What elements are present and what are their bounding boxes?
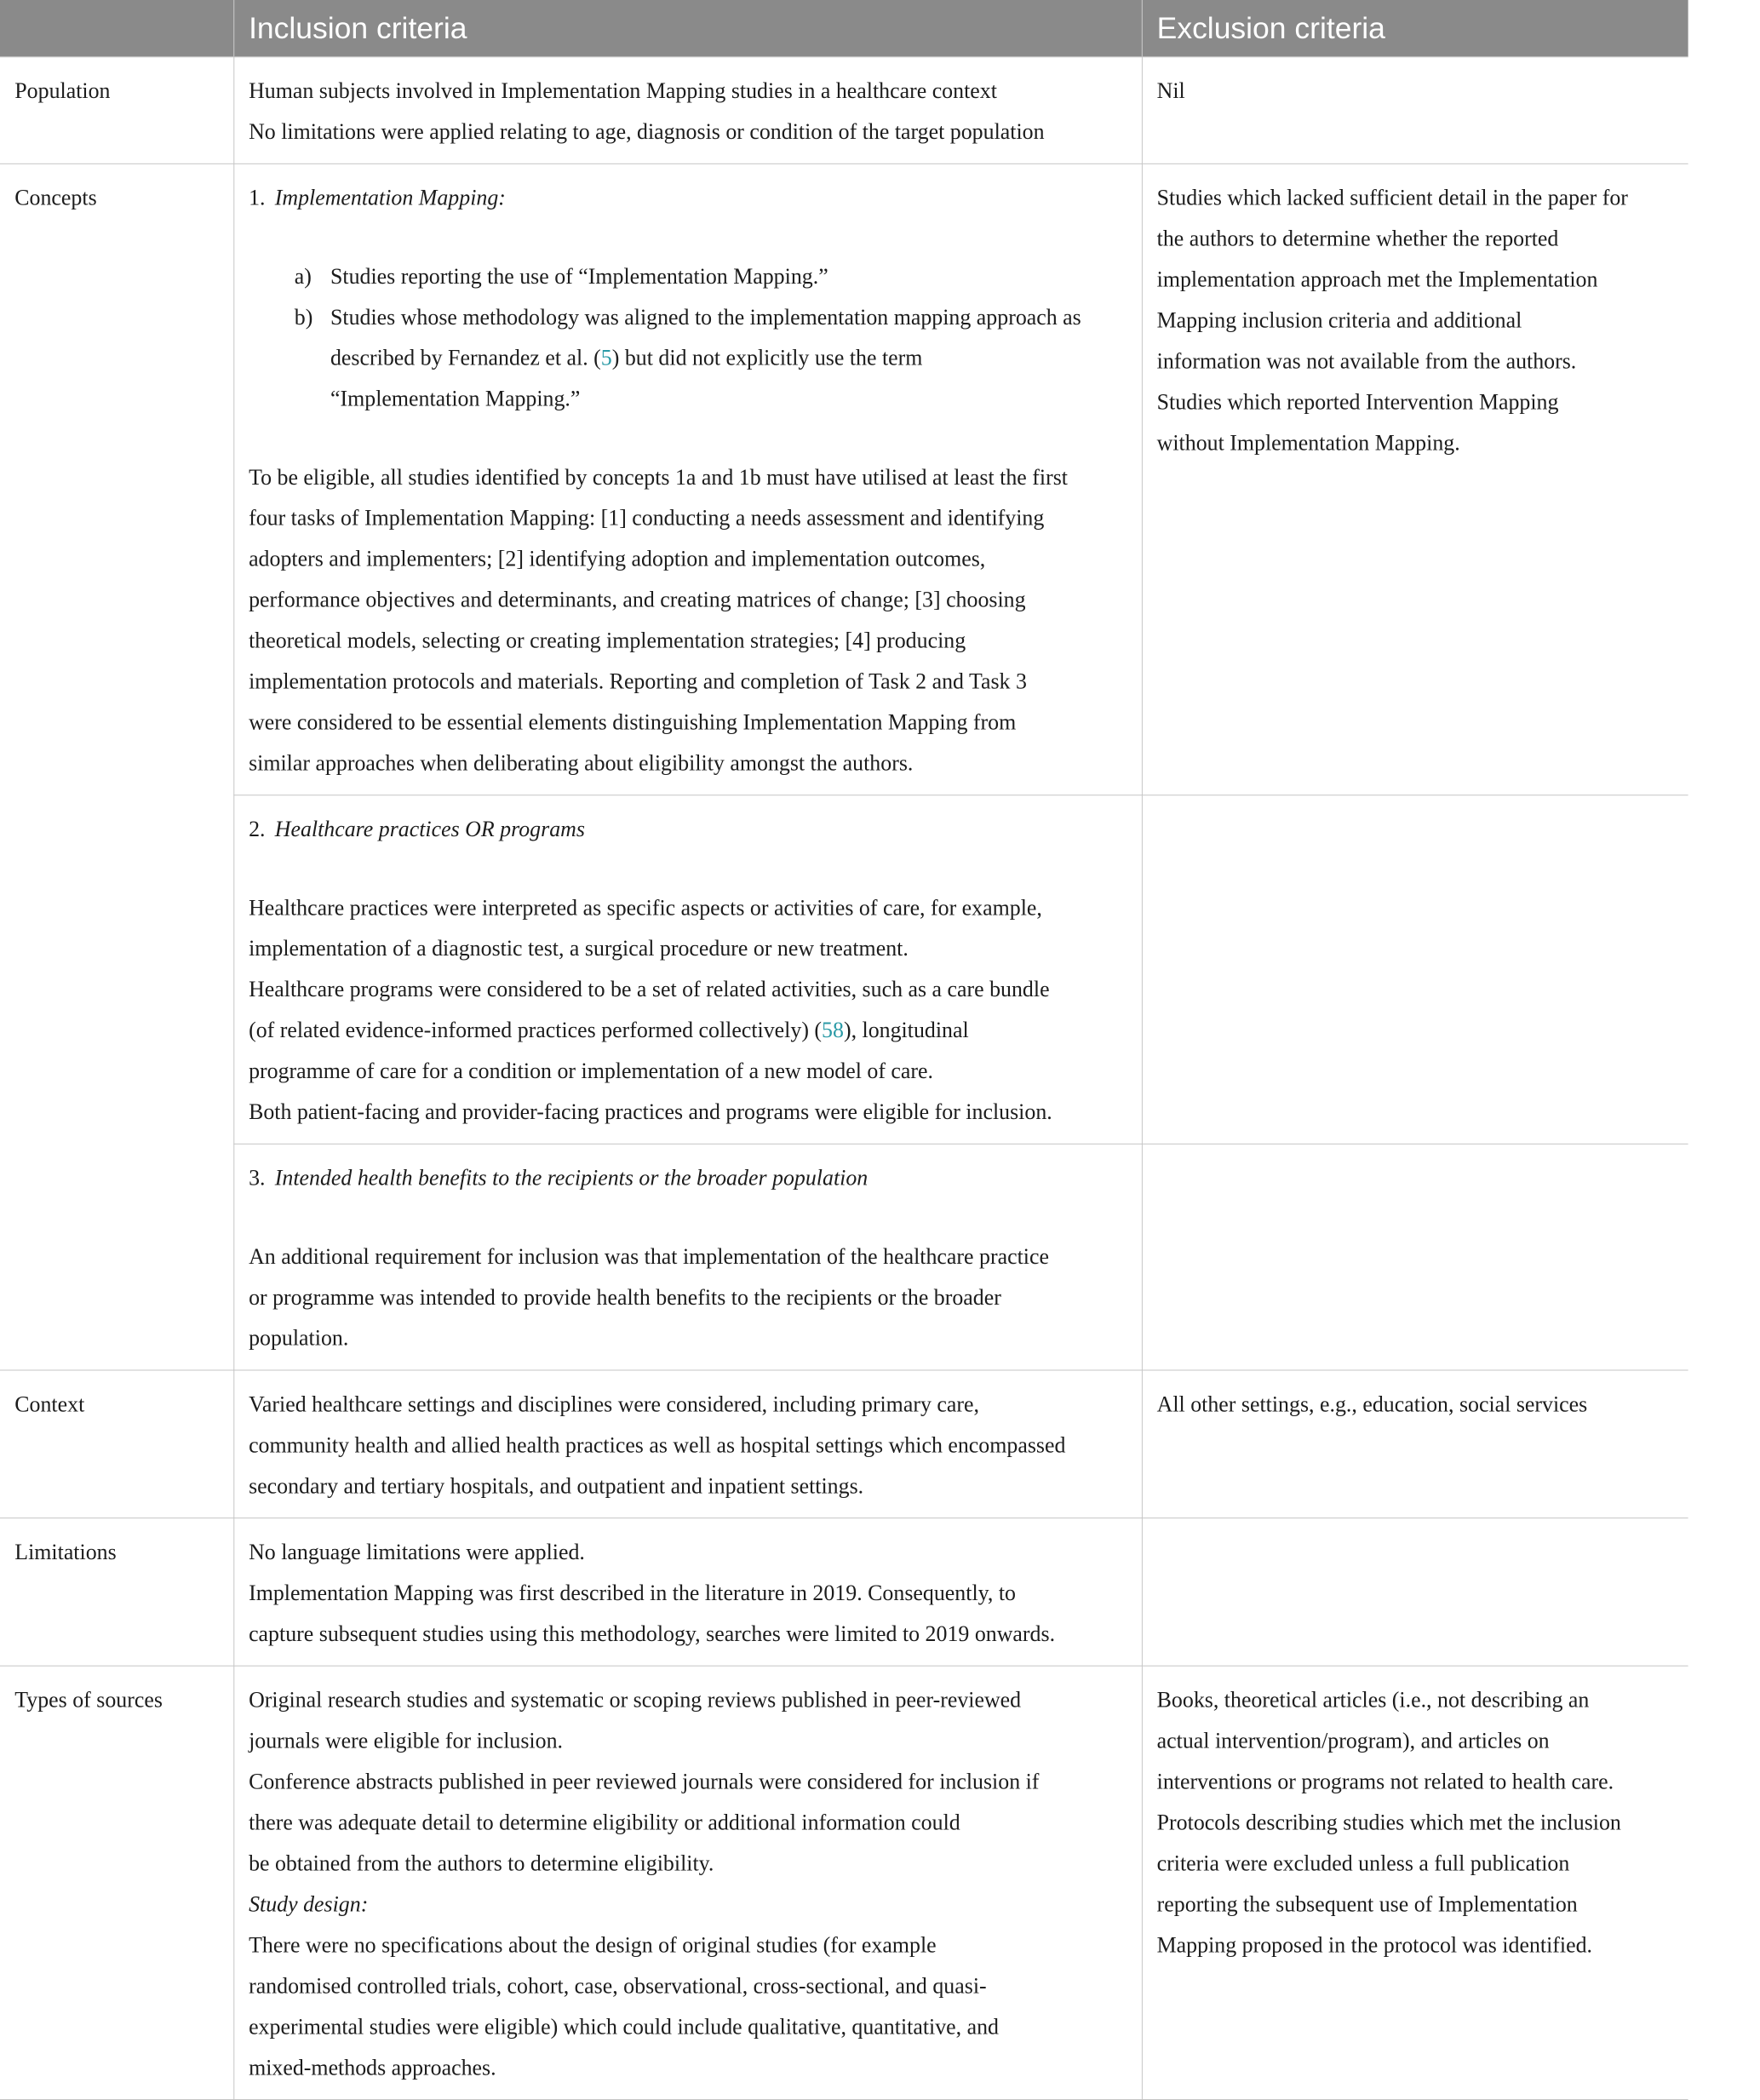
exclusion-cell bbox=[1142, 795, 1688, 1145]
row-label: Concepts bbox=[0, 164, 233, 1370]
text-line: randomised controlled trials, cohort, case, observational, cross-sectional, and quasi- bbox=[249, 1973, 987, 1999]
inclusion-cell bbox=[233, 1666, 1142, 2099]
text-line: four tasks of Implementation Mapping: [1] conducting a needs assessment and identifying bbox=[249, 505, 1045, 531]
text-line: or programme was intended to provide health benefits to the recipients or the broader bbox=[249, 1284, 1001, 1310]
text-line: there was adequate detail to determine eligibility or additional information could bbox=[249, 1810, 960, 1835]
exclusion-cell bbox=[1142, 1144, 1688, 1370]
concept-heading bbox=[249, 1157, 1127, 1198]
row-concepts bbox=[0, 164, 1688, 795]
row-label: Types of sources bbox=[0, 1666, 233, 2099]
sub-item-text: Studies reporting the use of “Implementation Mapping.” bbox=[330, 263, 828, 289]
citation-link[interactable]: 58 bbox=[822, 1018, 844, 1042]
concept-number: 2. bbox=[249, 817, 266, 841]
inclusion-cell bbox=[233, 1518, 1142, 1667]
text-line: Studies which lacked sufficient detail in the paper for bbox=[1156, 185, 1628, 210]
text-line: Conference abstracts published in peer reviewed journals were considered for inclusion if bbox=[249, 1769, 1040, 1794]
text-line: similar approaches when deliberating about eligibility amongst the authors. bbox=[249, 750, 914, 776]
text-line: experimental studies were eligible) which could include qualitative, quantitative, and bbox=[249, 2014, 1000, 2040]
row-concepts-2 bbox=[0, 795, 1688, 1145]
text-line: capture subsequent studies using this methodology, searches were limited to 2019 onwards. bbox=[249, 1621, 1056, 1646]
text-line: mixed-methods approaches. bbox=[249, 2055, 496, 2080]
row-limitations bbox=[0, 1518, 1688, 1667]
header-blank bbox=[0, 0, 233, 57]
text-line: secondary and tertiary hospitals, and outpatient and inpatient settings. bbox=[249, 1473, 864, 1499]
exclusion-cell bbox=[1142, 164, 1688, 795]
exclusion-cell bbox=[1142, 1666, 1688, 2099]
sub-item-label: b) bbox=[294, 304, 313, 330]
inclusion-cell bbox=[233, 164, 1142, 795]
text-line: programme of care for a condition or implementation of a new model of care. bbox=[249, 1059, 934, 1083]
text-line: actual intervention/program), and articles on bbox=[1156, 1728, 1550, 1753]
text-line: Protocols describing studies which met the inclusion bbox=[1156, 1810, 1621, 1835]
text-line: were considered to be essential elements distinguishing Implementation Mapping from bbox=[249, 709, 1017, 735]
sub-item-b bbox=[249, 296, 1127, 419]
exclusion-cell bbox=[1142, 57, 1688, 164]
text-line: community health and allied health practices as well as hospital settings which encompassed bbox=[249, 1432, 1066, 1458]
text-line: without Implementation Mapping. bbox=[1156, 430, 1460, 456]
concept-title: Implementation Mapping: bbox=[274, 185, 506, 210]
inclusion-cell bbox=[233, 795, 1142, 1145]
concept-heading bbox=[249, 177, 1127, 218]
text-line: Mapping proposed in the protocol was identified. bbox=[1156, 1932, 1593, 1958]
text-line: An additional requirement for inclusion was that implementation of the healthcare practice bbox=[249, 1243, 1049, 1269]
text-line: All other settings, e.g., education, social services bbox=[1156, 1391, 1588, 1417]
text-line: journals were eligible for inclusion. bbox=[249, 1728, 564, 1753]
row-population bbox=[0, 57, 1688, 164]
text-line bbox=[249, 1010, 1127, 1051]
row-concepts-3 bbox=[0, 1144, 1688, 1370]
text-fragment: ) but did not explicitly use the term bbox=[611, 345, 923, 370]
text-line: adopters and implementers; [2] identifying adoption and implementation outcomes, bbox=[249, 546, 986, 571]
concept-number: 1. bbox=[249, 185, 266, 210]
row-context bbox=[0, 1370, 1688, 1518]
text-line: Mapping inclusion criteria and additional bbox=[1156, 307, 1522, 333]
text-line: To be eligible, all studies identified by concepts 1a and 1b must have utilised at least the first bbox=[249, 464, 1068, 490]
text-line: Original research studies and systematic or scoping reviews published in peer-reviewed bbox=[249, 1687, 1022, 1713]
study-design-label: Study design: bbox=[249, 1891, 369, 1917]
sub-item-text: “Implementation Mapping.” bbox=[330, 386, 581, 411]
text-line: interventions or programs not related to health care. bbox=[1156, 1769, 1614, 1794]
text-line: reporting the subsequent use of Implementation bbox=[1156, 1891, 1578, 1917]
sub-item-label: a) bbox=[294, 263, 312, 289]
sub-item-a bbox=[249, 255, 1127, 296]
text-line: Books, theoretical articles (i.e., not describing an bbox=[1156, 1687, 1590, 1713]
text-line: implementation of a diagnostic test, a surgical procedure or new treatment. bbox=[249, 936, 909, 961]
concept-title: Healthcare practices OR programs bbox=[274, 817, 585, 841]
text-line: No limitations were applied relating to age, diagnosis or condition of the target population bbox=[249, 119, 1045, 144]
text-line: criteria were excluded unless a full publication bbox=[1156, 1850, 1570, 1876]
header-exclusion: Exclusion criteria bbox=[1142, 0, 1688, 57]
sub-item-text bbox=[330, 337, 1127, 378]
text-line: Healthcare programs were considered to be a set of related activities, such as a care bundle bbox=[249, 977, 1050, 1001]
concept-title: Intended health benefits to the recipients or the broader population bbox=[274, 1165, 869, 1191]
inclusion-cell bbox=[233, 1370, 1142, 1518]
text-line: Varied healthcare settings and disciplines were considered, including primary care, bbox=[249, 1391, 979, 1417]
inclusion-cell bbox=[233, 1144, 1142, 1370]
header-row bbox=[0, 0, 1688, 57]
sub-item-text: Studies whose methodology was aligned to the implementation mapping approach as bbox=[330, 304, 1081, 330]
text-line: implementation protocols and materials. Reporting and completion of Task 2 and Task 3 bbox=[249, 668, 1027, 694]
row-label: Population bbox=[0, 57, 233, 164]
text-line: the authors to determine whether the reported bbox=[1156, 226, 1559, 251]
text-line: Implementation Mapping was first described in the literature in 2019. Consequently, to bbox=[249, 1580, 1016, 1605]
text-line: No language limitations were applied. bbox=[249, 1540, 585, 1564]
text-fragment: described by Fernandez et al. ( bbox=[330, 345, 601, 370]
citation-link[interactable]: 5 bbox=[600, 345, 612, 370]
text-fragment: (of related evidence-informed practices performed collectively) ( bbox=[249, 1018, 823, 1042]
text-line: population. bbox=[249, 1325, 349, 1351]
text-fragment: ), longitudinal bbox=[843, 1018, 969, 1042]
row-label: Context bbox=[0, 1370, 233, 1518]
inclusion-cell bbox=[233, 57, 1142, 164]
text-line: Both patient-facing and provider-facing practices and programs were eligible for inclusion. bbox=[249, 1099, 1052, 1124]
text-line: Studies which reported Intervention Mapping bbox=[1156, 389, 1559, 415]
text-line: theoretical models, selecting or creating implementation strategies; [4] producing bbox=[249, 628, 966, 653]
text-line: Nil bbox=[1156, 78, 1185, 103]
row-label: Limitations bbox=[0, 1518, 233, 1667]
text-line: There were no specifications about the design of original studies (for example bbox=[249, 1932, 937, 1958]
text-line: information was not available from the authors. bbox=[1156, 348, 1577, 374]
exclusion-cell bbox=[1142, 1518, 1688, 1667]
concept-heading bbox=[249, 809, 1127, 850]
concept-number: 3. bbox=[249, 1165, 266, 1191]
text-line: implementation approach met the Implementation bbox=[1156, 267, 1598, 292]
row-types-of-sources bbox=[0, 1666, 1688, 2099]
text-line: Human subjects involved in Implementation Mapping studies in a healthcare context bbox=[249, 78, 997, 103]
text-line: Healthcare practices were interpreted as specific aspects or activities of care, for example, bbox=[249, 895, 1042, 921]
text-line: performance objectives and determinants, and creating matrices of change; [3] choosing bbox=[249, 587, 1026, 612]
text-line: be obtained from the authors to determine eligibility. bbox=[249, 1850, 714, 1876]
exclusion-cell bbox=[1142, 1370, 1688, 1518]
header-inclusion: Inclusion criteria bbox=[233, 0, 1142, 57]
